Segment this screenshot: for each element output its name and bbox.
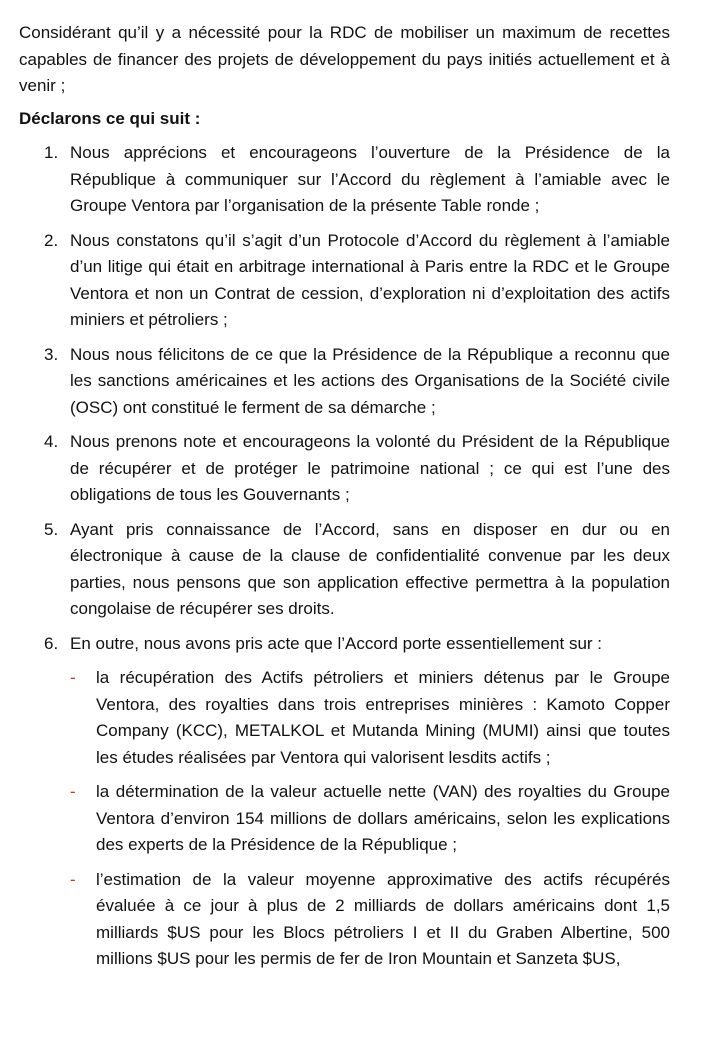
list-item-text: En outre, nous avons pris acte que l’Accord porte essentiellement sur : xyxy=(70,633,603,653)
section-heading: Déclarons ce qui suit : xyxy=(19,108,201,128)
sublist-item xyxy=(70,867,670,973)
dash-bullet: - xyxy=(70,668,76,687)
list-item xyxy=(19,140,670,220)
list-number: 6. xyxy=(44,633,59,653)
dash-sublist xyxy=(70,665,670,973)
list-item-text: Nous prenons note et encourageons la volonté du Président de la République de récupérer et de protéger le patrimoine national ; ce qui est l’une des obligations de tous les Gouvernants ; xyxy=(70,432,670,504)
list-number: 2. xyxy=(44,230,59,250)
list-item-text: Nous nous félicitons de ce que la Présidence de la République a reconnu que les sanctions américaines et les actions des Organisations de la Société civile (OSC) ont constitué le ferment de sa démarche ; xyxy=(70,344,670,417)
list-item-text: Nous constatons qu’il s’agit d’un Protocole d’Accord du règlement à l’amiable d’un litige qui était en arbitrage international à Paris entre la RDC et le Groupe Ventora et non un Contrat de cession, d’exploration ni d’exploitation des actifs miniers et pétroliers ; xyxy=(70,230,670,329)
list-item-text: Nous apprécions et encourageons l’ouverture de la Présidence de la République à communiquer sur l’Accord du règlement à l’amiable avec le Groupe Ventora par l’organisation de la présente Table ronde ; xyxy=(70,143,670,215)
list-number: 1. xyxy=(44,143,59,162)
list-item xyxy=(19,631,670,973)
sublist-item-text: la récupération des Actifs pétroliers et miniers détenus par le Groupe Ventora, des royalties dans trois entreprises minières : Kamoto Copper Company (KCC), METALKOL et Mutanda Mining (MUMI) ainsi que toutes les études réalisées par Ventora qui valorisent lesdits actifs ; xyxy=(96,668,670,767)
list-number: 3. xyxy=(44,344,59,364)
list-number: 5. xyxy=(44,519,59,539)
sublist-item xyxy=(70,665,670,771)
dash-bullet: - xyxy=(70,869,76,889)
numbered-list xyxy=(19,140,670,973)
sublist-item-text: l’estimation de la valeur moyenne approximative des actifs récupérés évaluée à ce jour à plus de 2 milliards de dollars américains dont 1,5 milliards $US pour les Blocs pétroliers I et II du Graben Albertine, 500 millions $US pour les permis de fer de Iron Mountain et Sanzeta $US, xyxy=(96,869,670,968)
list-item xyxy=(19,342,670,422)
list-item xyxy=(19,517,670,623)
intro-paragraph: Considérant qu’il y a nécessité pour la RDC de mobiliser un maximum de recettes capables de financer des projets de développement du pays initiés actuellement et à venir ; xyxy=(19,23,670,95)
sublist-item xyxy=(70,779,670,859)
list-item xyxy=(19,228,670,334)
dash-bullet: - xyxy=(70,782,76,801)
list-number: 4. xyxy=(44,432,59,451)
list-item-text: Ayant pris connaissance de l’Accord, sans en disposer en dur ou en électronique à cause de la clause de confidentialité convenue par les deux parties, nous pensons que son application effective permettra à la population congolaise de récupérer ses droits. xyxy=(70,519,670,618)
list-item xyxy=(19,429,670,509)
sublist-item-text: la détermination de la valeur actuelle nette (VAN) des royalties du Groupe Ventora d’environ 154 millions de dollars américains, selon les explications des experts de la Présidence de la République ; xyxy=(96,782,670,854)
